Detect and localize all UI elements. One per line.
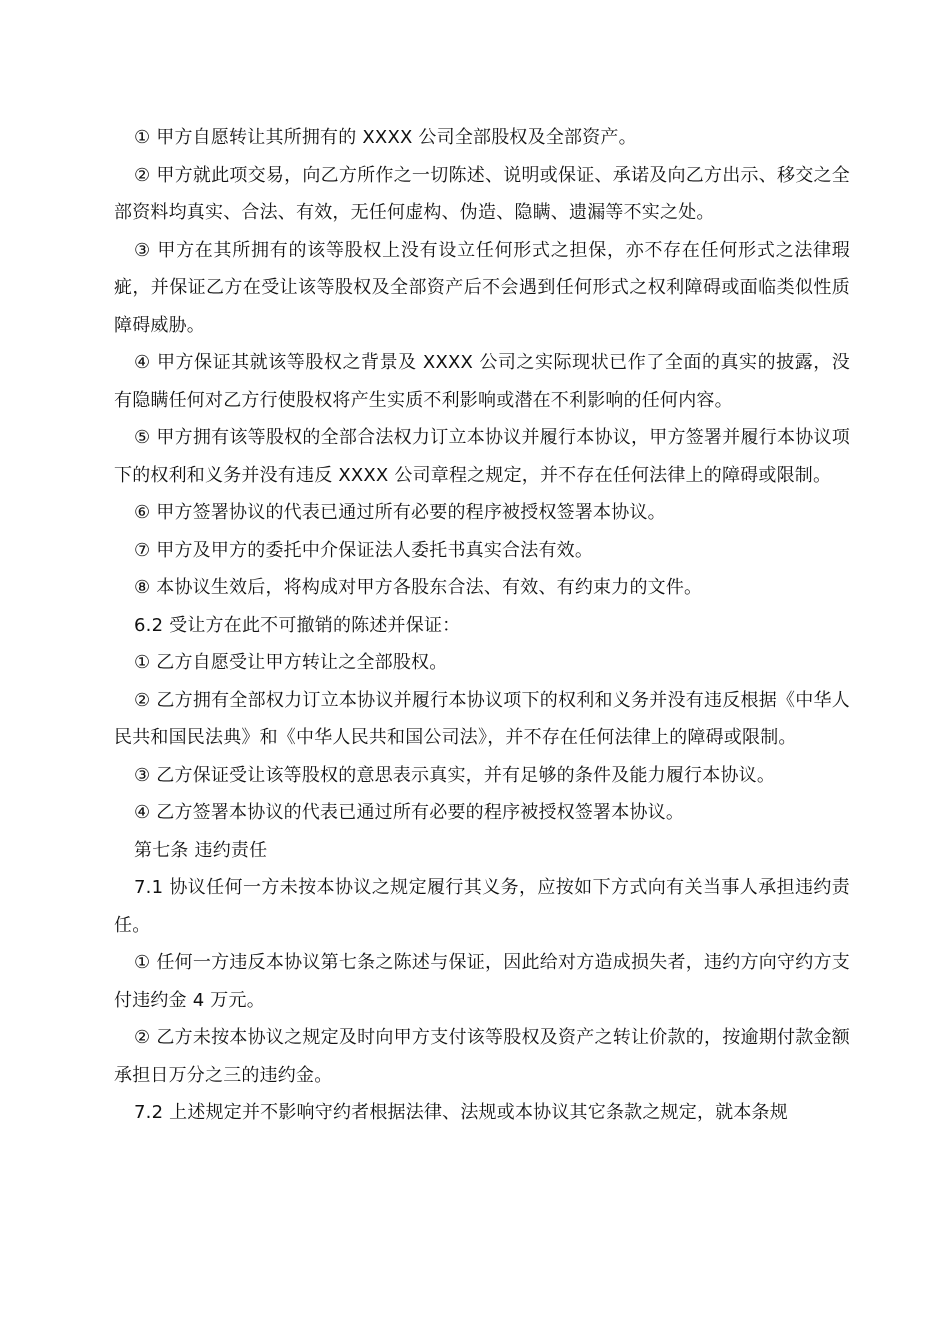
paragraph-buyer-representative-authorized: ④ 乙方签署本协议的代表已通过所有必要的程序被授权签署本协议。 (134, 802, 685, 823)
paragraph-buyer-voluntary-acceptance: ① 乙方自愿受让甲方转让之全部股权。 (134, 652, 448, 673)
document-body (114, 119, 850, 1132)
paragraph-buyer-authority: ② 乙方拥有全部权力订立本协议并履行本协议项下的权利和义务并没有违反根据《中华人民共和国民法典》和《中华人民共和国公司法》，并不存在任何法律上的障碍或限制。 (114, 689, 850, 748)
paragraph-binding-on-shareholders: ⑧ 本协议生效后，将构成对甲方各股东合法、有效、有约束力的文件。 (134, 577, 703, 598)
section-7-2: 7.2 上述规定并不影响守约者根据法律、法规或本协议其它条款之规定，就本条规 (134, 1102, 788, 1123)
paragraph-seller-voluntary-transfer: ① 甲方自愿转让其所拥有的 XXXX 公司全部股权及全部资产。 (134, 127, 637, 148)
paragraph-seller-power-of-attorney: ⑦ 甲方及甲方的委托中介保证法人委托书真实合法有效。 (134, 539, 594, 561)
section-heading-6-2: 6.2 受让方在此不可撤销的陈述并保证： (134, 614, 461, 636)
paragraph-seller-full-disclosure: ④ 甲方保证其就该等股权之背景及 XXXX 公司之实际现状已作了全面的真实的披露，没有隐瞒任何对乙方行使股权将产生实质不利影响或潜在不利影响的任何内容。 (114, 352, 850, 411)
paragraph-seller-representative-authorized: ⑥ 甲方签署协议的代表已通过所有必要的程序被授权签署本协议。 (134, 502, 666, 523)
article-heading-7: 第七条 违约责任 (134, 839, 268, 861)
paragraph-buyer-capability: ③ 乙方保证受让该等股权的意思表示真实，并有足够的条件及能力履行本协议。 (134, 764, 776, 786)
paragraph-penalty-late-payment: ② 乙方未按本协议之规定及时向甲方支付该等股权及资产之转让价款的，按逾期付款金额承担日万分之三的违约金。 (114, 1027, 850, 1086)
paragraph-seller-authority: ⑤ 甲方拥有该等股权的全部合法权力订立本协议并履行本协议，甲方签署并履行本协议项下的权利和义务并没有违反 XXXX 公司章程之规定，并不存在任何法律上的障碍或限制。 (114, 427, 850, 486)
section-7-1: 7.1 协议任何一方未按本协议之规定履行其义务，应按如下方式向有关当事人承担违约责任。 (114, 877, 850, 936)
paragraph-seller-no-encumbrance: ③ 甲方在其所拥有的该等股权上没有设立任何形式之担保，亦不存在任何形式之法律瑕疵，并保证乙方在受让该等股权及全部资产后不会遇到任何形式之权利障碍或面临类似性质障碍威胁。 (114, 239, 850, 336)
paragraph-seller-statements-true: ② 甲方就此项交易，向乙方所作之一切陈述、说明或保证、承诺及向乙方出示、移交之全部资料均真实、合法、有效，无任何虚构、伪造、隐瞒、遗漏等不实之处。 (114, 164, 850, 223)
paragraph-penalty-breach-warranty: ① 任何一方违反本协议第七条之陈述与保证，因此给对方造成损失者，违约方向守约方支付违约金 4 万元。 (114, 952, 850, 1011)
